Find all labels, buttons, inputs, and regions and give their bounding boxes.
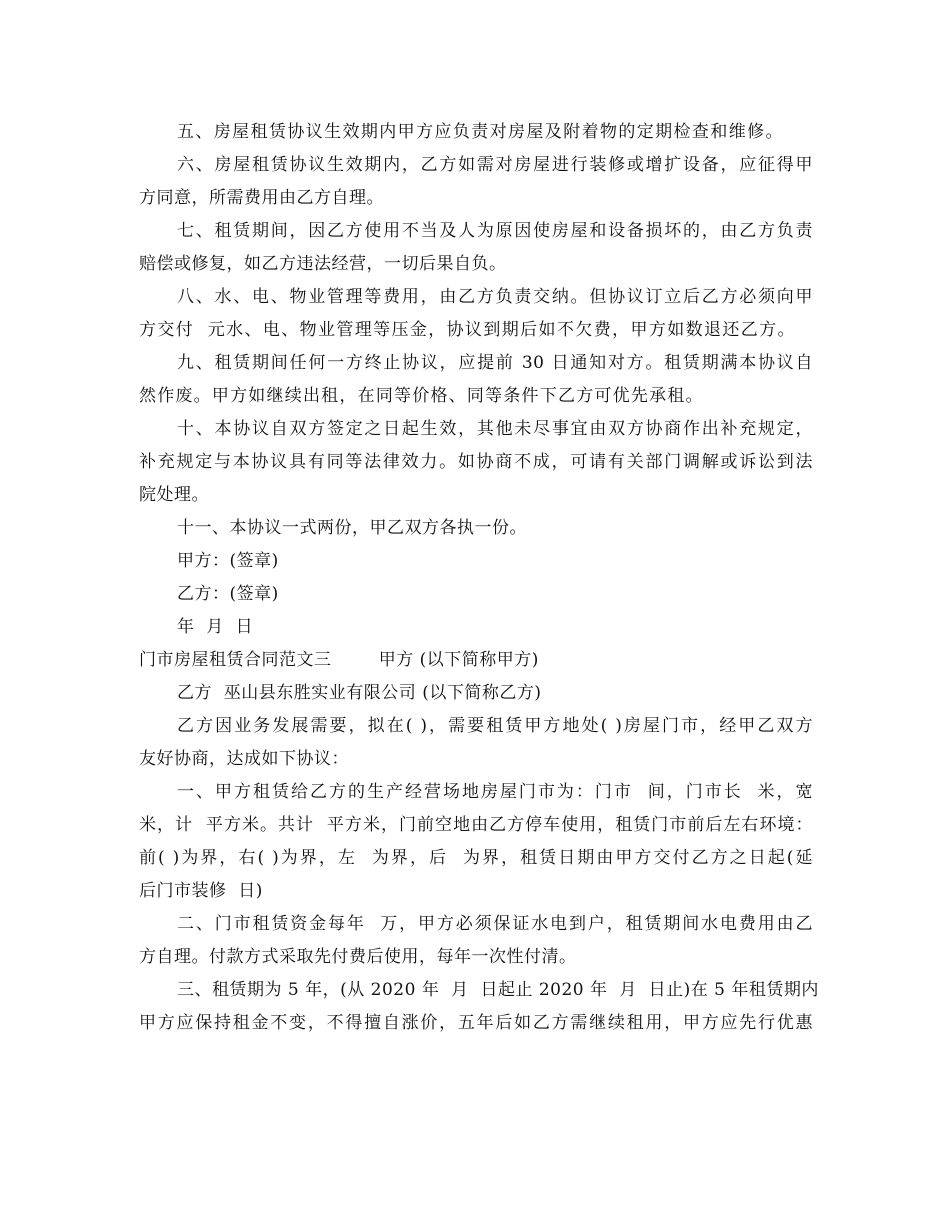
paragraph-line: 院处理。 xyxy=(139,485,209,505)
paragraph-line: 三、租赁期为 5 年，(从 2020 年 月 日起止 2020 年 月 日止)在 5 年租赁期内 xyxy=(177,980,819,1000)
paragraph-line: 方交付 元水、电、物业管理等压金，协议到期后如不欠费，甲方如数退还乙方。 xyxy=(139,320,795,340)
section-heading: 门市房屋租赁合同范文三 甲方 (以下简称甲方) xyxy=(139,650,539,670)
paragraph-line: 八、水、电、物业管理等费用，由乙方负责交纳。但协议订立后乙方必须向甲 xyxy=(177,287,813,307)
paragraph-line: 十一、本协议一式两份，甲乙双方各执一份。 xyxy=(177,518,527,538)
paragraph-line: 九、租赁期间任何一方终止协议，应提前 30 日通知对方。租赁期满本协议自 xyxy=(177,353,813,373)
paragraph-line: 赔偿或修复，如乙方违法经营，一切后果自负。 xyxy=(139,254,507,274)
paragraph-line: 乙方因业务发展需要，拟在( )，需要租赁甲方地处( )房屋门市，经甲乙双方 xyxy=(177,716,813,736)
paragraph-line: 方同意，所需费用由乙方自理。 xyxy=(139,188,384,208)
date-line: 年 月 日 xyxy=(177,617,254,637)
paragraph-line: 前( )为界，右( )为界，左 为界，后 为界，租赁日期由甲方交付乙方之日起(延 xyxy=(139,848,813,868)
signature-party-a: 甲方：(签章) xyxy=(177,551,279,571)
paragraph-line: 二、门市租赁资金每年 万，甲方必须保证水电到户，租赁期间水电费用由乙 xyxy=(177,914,813,934)
paragraph-line: 乙方 巫山县东胜实业有限公司 (以下简称乙方) xyxy=(177,683,542,703)
paragraph-line: 然作废。甲方如继续出租，在同等价格、同等条件下乙方可优先承租。 xyxy=(139,386,703,406)
signature-party-b: 乙方：(签章) xyxy=(177,584,279,604)
paragraph-line: 五、房屋租赁协议生效期内甲方应负责对房屋及附着物的定期检查和维修。 xyxy=(177,122,783,142)
paragraph-line: 友好协商，达成如下协议： xyxy=(139,749,349,769)
paragraph-line: 六、房屋租赁协议生效期内，乙方如需对房屋进行装修或增扩设备，应征得甲 xyxy=(177,155,813,175)
paragraph-line: 米，计 平方米。共计 平方米，门前空地由乙方停车使用，租赁门市前后左右环境： xyxy=(139,815,813,835)
paragraph-line: 七、租赁期间，因乙方使用不当及人为原因使房屋和设备损坏的，由乙方负责 xyxy=(177,221,813,241)
paragraph-line: 一、甲方租赁给乙方的生产经营场地房屋门市为：门市 间，门市长 米，宽 xyxy=(177,782,813,802)
paragraph-line: 方自理。付款方式采取先付费后使用，每年一次性付清。 xyxy=(139,947,577,967)
paragraph-line: 甲方应保持租金不变，不得擅自涨价，五年后如乙方需继续租用，甲方应先行优惠 xyxy=(139,1013,813,1033)
paragraph-line: 十、本协议自双方签定之日起生效，其他未尽事宜由双方协商作出补充规定， xyxy=(177,419,813,439)
paragraph-line: 补充规定与本协议具有同等法律效力。如协商不成，可请有关部门调解或诉讼到法 xyxy=(139,452,813,472)
paragraph-line: 后门市装修 日) xyxy=(139,881,263,901)
